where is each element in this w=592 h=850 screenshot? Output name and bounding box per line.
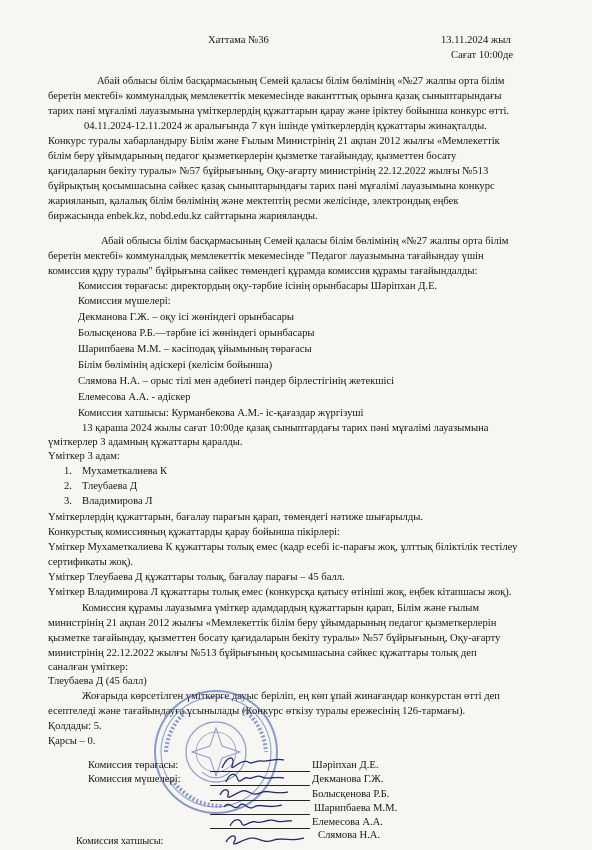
signature-role-members: Комиссия мүшелері: bbox=[88, 774, 181, 785]
commission-member: Елемесова А.А. - әдіскер bbox=[78, 392, 191, 403]
votes-against: Қарсы – 0. bbox=[48, 736, 96, 747]
document-title: Хаттама №36 bbox=[208, 35, 269, 46]
intro-line: беретін мектебі» коммуналдық мемлекеттік мекемесінде вакантттық орынға қазақ сыныптарындағы bbox=[48, 91, 502, 102]
commission-member: Слямова Н.А. – орыс тілі мен әдебиеті пәндер бірлестігінің жетекшісі bbox=[78, 376, 395, 387]
candidate-name: Владимирова Л bbox=[82, 496, 153, 507]
signature-name: Декманова Г.Ж. bbox=[312, 774, 384, 785]
results-line: Үміткер Мухаметкалиева К құжаттары толық емес (кадр есебі іс-парағы жоқ, ұлттық біліктілік тестілеу bbox=[48, 542, 518, 553]
signature-name: Шәріпхан Д.Е. bbox=[312, 760, 379, 771]
commission-member: Декманова Г.Ж. – оқу ісі жөніндегі орынбасары bbox=[78, 312, 295, 323]
commission-member: Білім бөлімінің әдіскері (келісім бойынша) bbox=[78, 360, 273, 371]
decision-line: қызметке тағайындау, қызметтен босату қағидаларын бекіту туралы» №57 бұйрығының, Оқу-ағарту bbox=[48, 633, 501, 644]
candidate-name: Тлеубаева Д bbox=[82, 481, 138, 492]
selected-candidate: Тлеубаева Д (45 балл) bbox=[48, 676, 147, 687]
document-time: Сағат 10:00де bbox=[451, 50, 514, 61]
results-line: Үміткерлердің құжаттарын, бағалау парағын қарап, төмендегі нәтиже шығарылды. bbox=[48, 512, 423, 523]
intro-line: тарих пәні мұғалімі лауазымына үміткерлердің құжаттарын қарау және іріктеу бойынша конкурс өтті. bbox=[48, 106, 510, 117]
signature-name: Елемесова А.А. bbox=[312, 817, 383, 828]
decision-line: есептеледі және тағайындауға ұсынылады (Конкурс өткізу туралы ережесінің 126-тармағы). bbox=[48, 706, 466, 717]
decision-line: Комиссия құрамы лауазымға үміткер адамдардың құжаттарын қарап, Білім және ғылым bbox=[82, 603, 480, 614]
commission-chair: Комиссия төрағасы: директордың оқу-тәрбие ісінің орынбасары Шәріпхан Д.Е. bbox=[78, 281, 438, 292]
intro-line: қағидаларын бекіту туралы» №57 бұйрығының, Оқу-ағарту министрінің 22.12.2022 жылғы №513 bbox=[48, 166, 489, 177]
intro-line: Конкурс туралы хабарландыру Білім және Ғылым Министрінің 21 ақпан 2012 жылғы «Мемлекеттік bbox=[48, 136, 500, 147]
decision-line: министрінің 22.12.2022 жылғы №513 бұйрығының қосымшасына сәйкес құжаттары толық деп bbox=[48, 648, 477, 659]
decision-line: Жоғарыда көрсетілген үміткерге дауыс беріліп, ең көп ұпай жинағандар конкурстан өтті деп bbox=[82, 691, 500, 702]
signature-name: Болысқенова Р.Б. bbox=[312, 789, 390, 800]
results-line: Үміткер Владимирова Л құжаттары толық емес (конкурсқа қатысу өтініші жоқ, еңбек кітапшасы жоқ). bbox=[48, 587, 512, 598]
intro-line: білім беру ұйымдарының педагог қызметкерлерін қызметке тағайындау, қызметтен босату bbox=[48, 151, 457, 162]
votes-for: Қолдады: 5. bbox=[48, 721, 102, 732]
candidate-number: 3. bbox=[64, 496, 72, 507]
handwritten-signature bbox=[226, 812, 296, 832]
commission-member: Болысқенова Р.Б.—тәрбие ісі жөніндегі орынбасары bbox=[78, 328, 315, 339]
signature-name: Шарипбаева М.М. bbox=[314, 803, 398, 814]
signature-role-chair: Комиссия төрағасы: bbox=[88, 760, 179, 771]
document-date: 13.11.2024 жыл bbox=[441, 35, 511, 46]
candidate-number: 2. bbox=[64, 481, 72, 492]
intro-line: биржасында enbek.kz, nobd.edu.kz сайттарына жарияланды. bbox=[48, 211, 318, 222]
candidate-name: Мухаметкалиева К bbox=[82, 466, 168, 477]
candidate-number: 1. bbox=[64, 466, 72, 477]
intro-line: бұйрықтың қосымшасына сәйкес қазақ сыныптарындағы тарих пәні мұғалімі лауазымына конкурс bbox=[48, 181, 495, 192]
commission-member: Шарипбаева М.М. – кәсіподақ ұйымының төрағасы bbox=[78, 344, 312, 355]
results-line: Конкурстық комиссияның құжаттарды қарау бойынша пікірлері: bbox=[48, 527, 340, 538]
handwritten-signature bbox=[222, 830, 308, 850]
intro-line: 04.11.2024-12.11.2024 ж аралығында 7 күн ішінде үміткерлердің құжаттары жинақталды. bbox=[84, 121, 487, 132]
signature-role-secretary: Комиссия хатшысы: bbox=[76, 836, 164, 847]
meeting-line: үміткерлер 3 адамның құжаттары қаралды. bbox=[48, 437, 243, 448]
intro-line: жарияланып, қалалық білім бөлімінің және мектептің ресми желісінде, электрондық еңбек bbox=[48, 196, 459, 207]
commission-secretary: Комиссия хатшысы: Курманбекова А.М.- іс-қағаздар жүргізуші bbox=[78, 408, 364, 419]
commission-intro-line: комиссия құру туралы" бұйрығына сәйкес төмендегі құрамда комиссия құрамы тағайындалды: bbox=[48, 266, 478, 277]
meeting-line: 13 қараша 2024 жылы сағат 10:00де қазақ сыныптардағы тарих пәні мұғалімі лауазымына bbox=[82, 423, 489, 434]
commission-members-heading: Комиссия мүшелері: bbox=[78, 296, 171, 307]
decision-line: министрінің 21 ақпан 2012 жылғы «Мемлекеттік білім беру ұйымдарының педагог қызметкерлерін bbox=[48, 618, 497, 629]
candidates-heading: Үміткер 3 адам: bbox=[48, 451, 120, 462]
intro-line: Абай облысы білім басқармасының Семей қаласы білім бөлімінің «№27 жалпы орта білім bbox=[97, 76, 505, 87]
signature-name: Слямова Н.А. bbox=[318, 830, 381, 841]
results-line: сертификаты жоқ). bbox=[48, 557, 134, 568]
commission-intro-line: беретін мектебі» коммуналдық мемлекеттік мекемесінде "Педагог лауазымына тағайындау үшін bbox=[48, 251, 484, 262]
commission-intro-line: Абай облысы білім басқармасының Семей қаласы білім бөлімінің «№27 жалпы орта білім bbox=[101, 236, 509, 247]
decision-line: саналған үміткер: bbox=[48, 662, 129, 673]
results-line: Үміткер Тлеубаева Д құжаттары толық, бағалау парағы – 45 балл. bbox=[48, 572, 345, 583]
